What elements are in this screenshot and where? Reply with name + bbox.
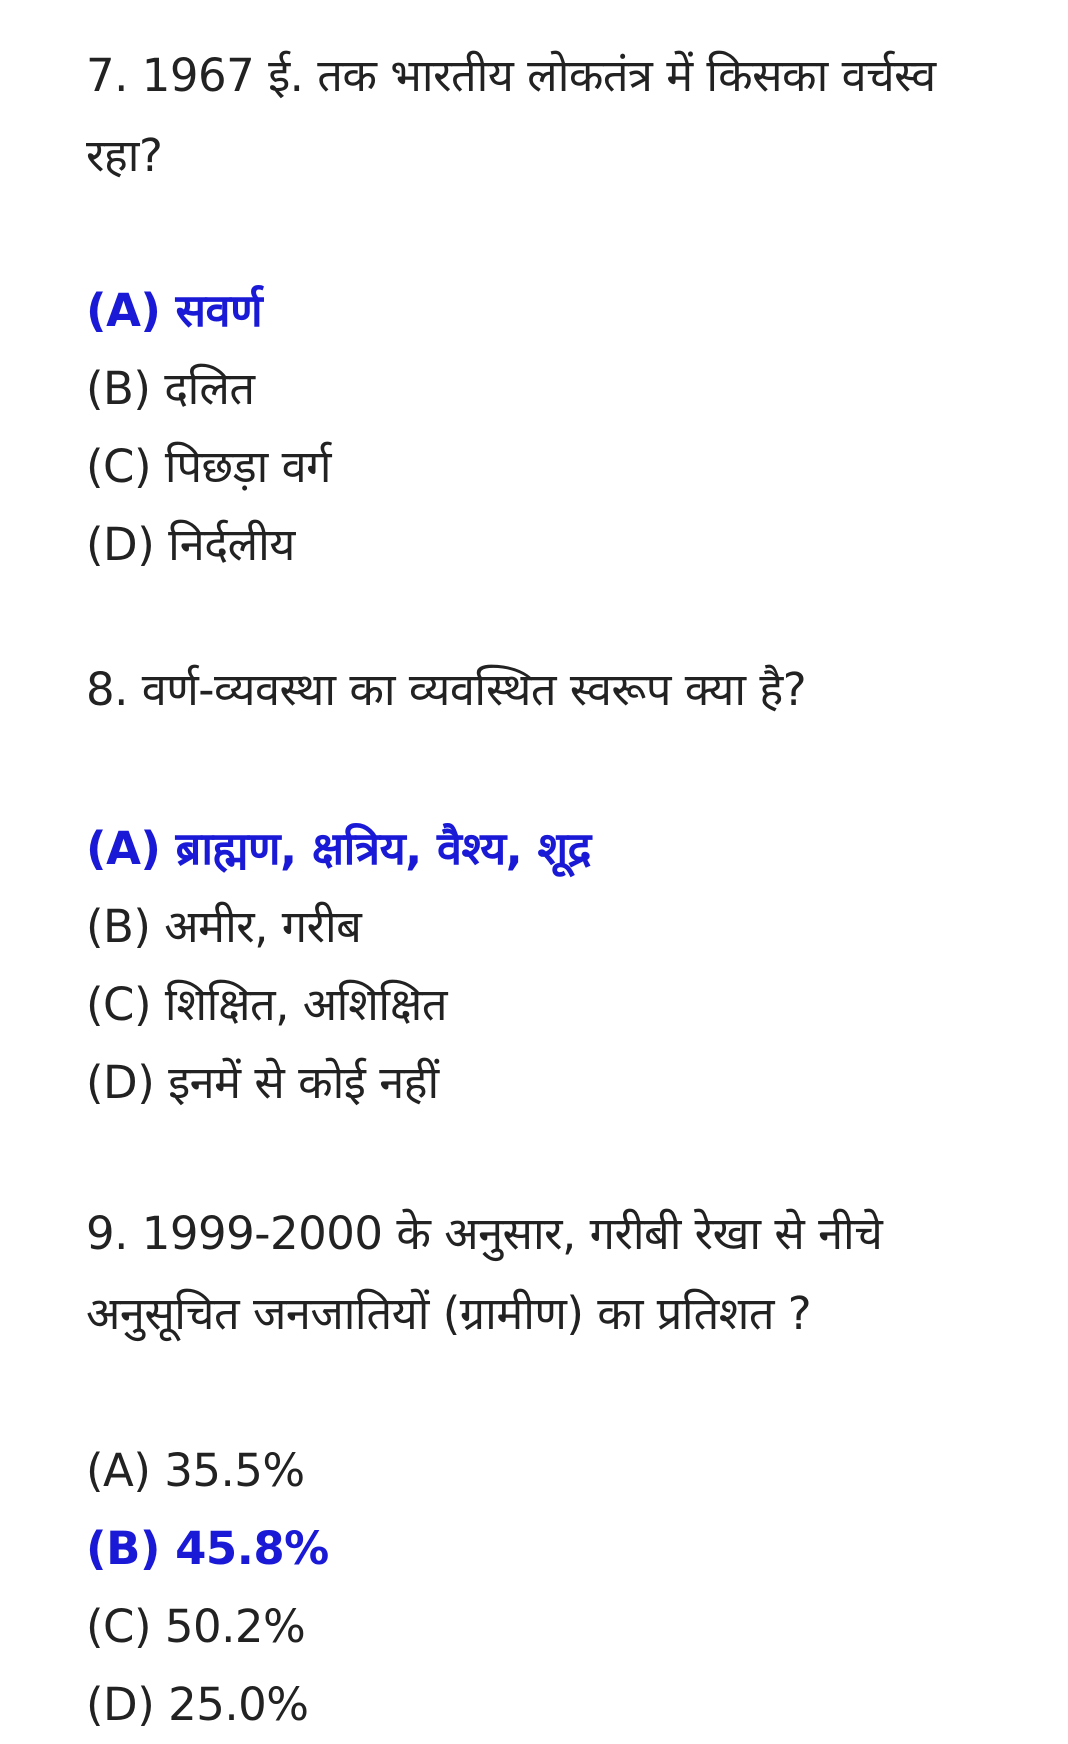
question-9 — [86, 1194, 1008, 1744]
option-d: (D) निर्दलीय — [86, 518, 295, 571]
question-text: 9. 1999-2000 के अनुसार, गरीबी रेखा से नीचे अनुसूचित जनजातियों (ग्रामीण) का प्रतिशत ? — [86, 1207, 883, 1340]
option-d: (D) 25.0% — [86, 1678, 309, 1731]
option-b: (B) दलित — [86, 362, 255, 415]
question-7 — [86, 36, 1008, 584]
question-text: 7. 1967 ई. तक भारतीय लोकतंत्र में किसका वर्चस्व रहा? — [86, 49, 936, 182]
option-a: (A) 35.5% — [86, 1444, 305, 1497]
option-a-correct: (A) सवर्ण — [86, 284, 263, 337]
option-a-correct: (A) ब्राह्मण, क्षत्रिय, वैश्य, शूद्र — [86, 822, 591, 875]
options-list — [86, 272, 1008, 584]
question-text: 8. वर्ण-व्यवस्था का व्यवस्थित स्वरूप क्या है? — [86, 663, 807, 716]
options-list — [86, 810, 1008, 1122]
option-c: (C) 50.2% — [86, 1600, 306, 1653]
option-b-correct: (B) 45.8% — [86, 1522, 329, 1575]
option-c: (C) शिक्षित, अशिक्षित — [86, 978, 447, 1031]
option-b: (B) अमीर, गरीब — [86, 900, 362, 953]
option-c: (C) पिछड़ा वर्ग — [86, 440, 331, 493]
option-d: (D) इनमें से कोई नहीं — [86, 1056, 439, 1109]
options-list — [86, 1432, 1008, 1744]
question-8 — [86, 650, 1008, 1122]
